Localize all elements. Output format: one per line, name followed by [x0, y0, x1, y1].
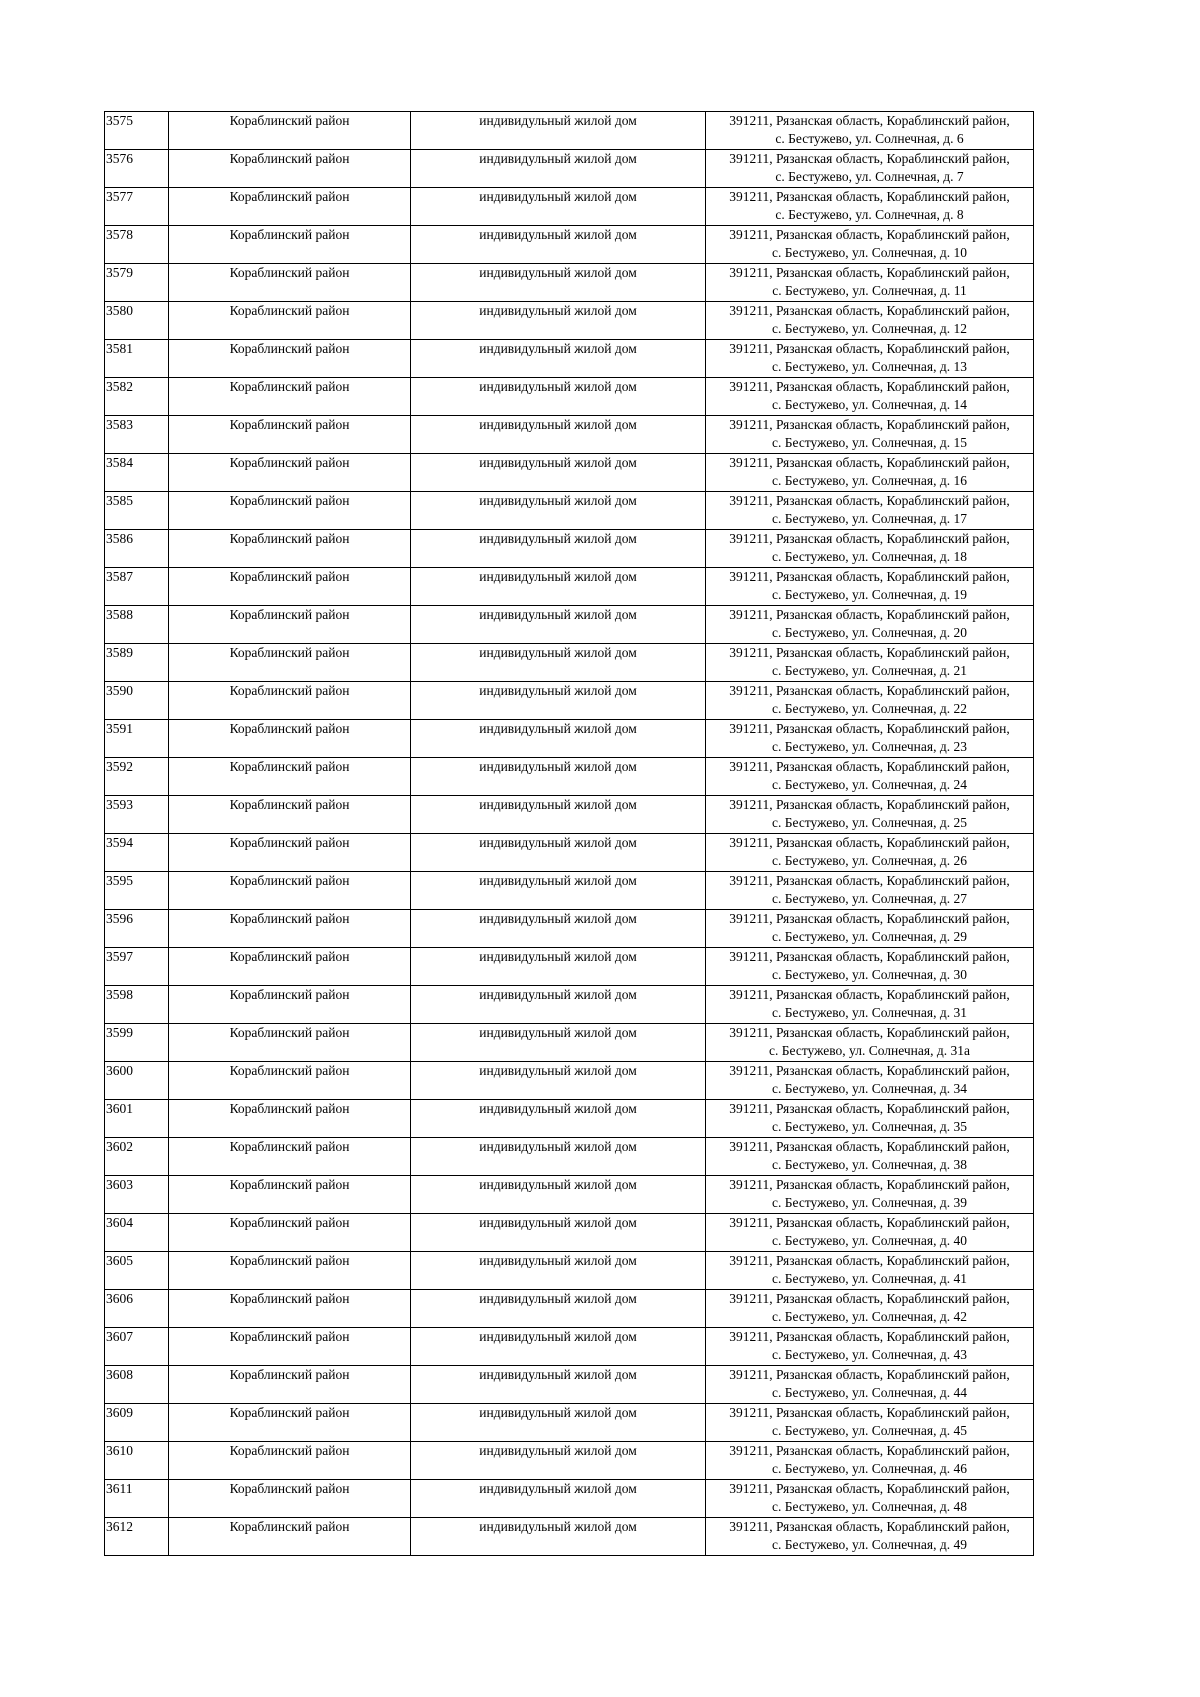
address-line-street: с. Бестужево, ул. Солнечная, д. 31а: [769, 1043, 970, 1058]
table-row: [105, 834, 1034, 872]
table-row: [105, 682, 1034, 720]
address-cell: [706, 910, 1034, 948]
row-number-cell: 3592: [105, 758, 169, 796]
address-line-street: с. Бестужево, ул. Солнечная, д. 19: [772, 587, 967, 602]
address-line-street: с. Бестужево, ул. Солнечная, д. 21: [772, 663, 967, 678]
address-line-street: с. Бестужево, ул. Солнечная, д. 22: [772, 701, 967, 716]
object-type-cell: индивидульный жилой дом: [411, 986, 706, 1024]
row-number-cell: 3599: [105, 1024, 169, 1062]
district-cell: Кораблинский район: [169, 188, 411, 226]
address-cell: [706, 530, 1034, 568]
address-cell: [706, 568, 1034, 606]
address-cell: [706, 492, 1034, 530]
address-line-street: с. Бестужево, ул. Солнечная, д. 41: [772, 1271, 967, 1286]
district-cell: Кораблинский район: [169, 644, 411, 682]
address-cell: [706, 1214, 1034, 1252]
address-line-region: 391211, Рязанская область, Кораблинский район,: [729, 683, 1010, 698]
object-type-cell: индивидульный жилой дом: [411, 1442, 706, 1480]
district-cell: Кораблинский район: [169, 948, 411, 986]
district-cell: Кораблинский район: [169, 606, 411, 644]
object-type-cell: индивидульный жилой дом: [411, 758, 706, 796]
address-line-street: с. Бестужево, ул. Солнечная, д. 26: [772, 853, 967, 868]
row-number-cell: 3580: [105, 302, 169, 340]
table-row: [105, 568, 1034, 606]
address-line-region: 391211, Рязанская область, Кораблинский район,: [729, 1481, 1010, 1496]
address-cell: [706, 1328, 1034, 1366]
row-number-cell: 3604: [105, 1214, 169, 1252]
address-line-region: 391211, Рязанская область, Кораблинский район,: [729, 1139, 1010, 1154]
object-type-cell: индивидульный жилой дом: [411, 1404, 706, 1442]
address-line-region: 391211, Рязанская область, Кораблинский район,: [729, 911, 1010, 926]
address-line-street: с. Бестужево, ул. Солнечная, д. 16: [772, 473, 967, 488]
address-cell: [706, 1100, 1034, 1138]
address-cell: [706, 758, 1034, 796]
address-line-region: 391211, Рязанская область, Кораблинский район,: [729, 1253, 1010, 1268]
row-number-cell: 3595: [105, 872, 169, 910]
object-type-cell: индивидульный жилой дом: [411, 226, 706, 264]
row-number-cell: 3583: [105, 416, 169, 454]
address-line-region: 391211, Рязанская область, Кораблинский район,: [729, 151, 1010, 166]
object-type-cell: индивидульный жилой дом: [411, 1252, 706, 1290]
row-number-cell: 3608: [105, 1366, 169, 1404]
address-cell: [706, 986, 1034, 1024]
object-type-cell: индивидульный жилой дом: [411, 302, 706, 340]
row-number-cell: 3587: [105, 568, 169, 606]
table-row: [105, 302, 1034, 340]
address-line-street: с. Бестужево, ул. Солнечная, д. 34: [772, 1081, 967, 1096]
address-cell: [706, 872, 1034, 910]
address-line-region: 391211, Рязанская область, Кораблинский район,: [729, 189, 1010, 204]
object-type-cell: индивидульный жилой дом: [411, 1214, 706, 1252]
table-row: [105, 264, 1034, 302]
address-cell: [706, 302, 1034, 340]
address-cell: [706, 1138, 1034, 1176]
object-type-cell: индивидульный жилой дом: [411, 834, 706, 872]
address-cell: [706, 1366, 1034, 1404]
object-type-cell: индивидульный жилой дом: [411, 1062, 706, 1100]
address-line-region: 391211, Рязанская область, Кораблинский район,: [729, 113, 1010, 128]
row-number-cell: 3597: [105, 948, 169, 986]
row-number-cell: 3577: [105, 188, 169, 226]
address-cell: [706, 1518, 1034, 1556]
district-cell: Кораблинский район: [169, 1404, 411, 1442]
object-type-cell: индивидульный жилой дом: [411, 492, 706, 530]
address-line-region: 391211, Рязанская область, Кораблинский район,: [729, 1025, 1010, 1040]
address-line-street: с. Бестужево, ул. Солнечная, д. 27: [772, 891, 967, 906]
district-cell: Кораблинский район: [169, 226, 411, 264]
address-cell: [706, 150, 1034, 188]
row-number-cell: 3606: [105, 1290, 169, 1328]
row-number-cell: 3585: [105, 492, 169, 530]
address-line-region: 391211, Рязанская область, Кораблинский район,: [729, 987, 1010, 1002]
object-type-cell: индивидульный жилой дом: [411, 1480, 706, 1518]
table-row: [105, 948, 1034, 986]
address-cell: [706, 112, 1034, 150]
table-row: [105, 1176, 1034, 1214]
row-number-cell: 3612: [105, 1518, 169, 1556]
row-number-cell: 3575: [105, 112, 169, 150]
table-row: [105, 1404, 1034, 1442]
address-line-street: с. Бестужево, ул. Солнечная, д. 14: [772, 397, 967, 412]
table-row: [105, 1518, 1034, 1556]
address-line-region: 391211, Рязанская область, Кораблинский район,: [729, 227, 1010, 242]
address-line-street: с. Бестужево, ул. Солнечная, д. 12: [772, 321, 967, 336]
address-line-region: 391211, Рязанская область, Кораблинский район,: [729, 569, 1010, 584]
object-type-cell: индивидульный жилой дом: [411, 188, 706, 226]
row-number-cell: 3610: [105, 1442, 169, 1480]
object-type-cell: индивидульный жилой дом: [411, 720, 706, 758]
object-type-cell: индивидульный жилой дом: [411, 530, 706, 568]
table-row: [105, 378, 1034, 416]
address-cell: [706, 340, 1034, 378]
row-number-cell: 3576: [105, 150, 169, 188]
object-type-cell: индивидульный жилой дом: [411, 378, 706, 416]
address-cell: [706, 1442, 1034, 1480]
district-cell: Кораблинский район: [169, 112, 411, 150]
object-type-cell: индивидульный жилой дом: [411, 644, 706, 682]
district-cell: Кораблинский район: [169, 454, 411, 492]
district-cell: Кораблинский район: [169, 796, 411, 834]
district-cell: Кораблинский район: [169, 1328, 411, 1366]
address-line-street: с. Бестужево, ул. Солнечная, д. 10: [772, 245, 967, 260]
row-number-cell: 3601: [105, 1100, 169, 1138]
row-number-cell: 3603: [105, 1176, 169, 1214]
address-line-region: 391211, Рязанская область, Кораблинский район,: [729, 1405, 1010, 1420]
district-cell: Кораблинский район: [169, 530, 411, 568]
table-row: [105, 1366, 1034, 1404]
address-cell: [706, 682, 1034, 720]
address-line-region: 391211, Рязанская область, Кораблинский район,: [729, 1177, 1010, 1192]
district-cell: Кораблинский район: [169, 872, 411, 910]
address-line-street: с. Бестужево, ул. Солнечная, д. 48: [772, 1499, 967, 1514]
address-line-street: с. Бестужево, ул. Солнечная, д. 11: [772, 283, 967, 298]
object-type-cell: индивидульный жилой дом: [411, 796, 706, 834]
table-row: [105, 454, 1034, 492]
table-row: [105, 530, 1034, 568]
district-cell: Кораблинский район: [169, 378, 411, 416]
address-line-street: с. Бестужево, ул. Солнечная, д. 43: [772, 1347, 967, 1362]
object-type-cell: индивидульный жилой дом: [411, 112, 706, 150]
district-cell: Кораблинский район: [169, 1366, 411, 1404]
table-row: [105, 492, 1034, 530]
address-line-street: с. Бестужево, ул. Солнечная, д. 44: [772, 1385, 967, 1400]
address-cell: [706, 188, 1034, 226]
district-cell: Кораблинский район: [169, 1518, 411, 1556]
address-line-region: 391211, Рязанская область, Кораблинский район,: [729, 417, 1010, 432]
table-row: [105, 416, 1034, 454]
district-cell: Кораблинский район: [169, 834, 411, 872]
table-row: [105, 1024, 1034, 1062]
row-number-cell: 3605: [105, 1252, 169, 1290]
table-row: [105, 150, 1034, 188]
table-row: [105, 644, 1034, 682]
row-number-cell: 3596: [105, 910, 169, 948]
address-line-region: 391211, Рязанская область, Кораблинский район,: [729, 759, 1010, 774]
address-line-region: 391211, Рязанская область, Кораблинский район,: [729, 873, 1010, 888]
row-number-cell: 3593: [105, 796, 169, 834]
object-type-cell: индивидульный жилой дом: [411, 454, 706, 492]
table-row: [105, 986, 1034, 1024]
row-number-cell: 3600: [105, 1062, 169, 1100]
object-type-cell: индивидульный жилой дом: [411, 1176, 706, 1214]
table-row: [105, 1214, 1034, 1252]
table-body: [105, 112, 1034, 1556]
object-type-cell: индивидульный жилой дом: [411, 416, 706, 454]
address-line-street: с. Бестужево, ул. Солнечная, д. 25: [772, 815, 967, 830]
address-line-street: с. Бестужево, ул. Солнечная, д. 7: [775, 169, 964, 184]
district-cell: Кораблинский район: [169, 1024, 411, 1062]
address-line-region: 391211, Рязанская область, Кораблинский район,: [729, 1063, 1010, 1078]
row-number-cell: 3578: [105, 226, 169, 264]
address-line-region: 391211, Рязанская область, Кораблинский район,: [729, 1291, 1010, 1306]
address-cell: [706, 1480, 1034, 1518]
table-row: [105, 606, 1034, 644]
address-line-street: с. Бестужево, ул. Солнечная, д. 30: [772, 967, 967, 982]
row-number-cell: 3586: [105, 530, 169, 568]
table-row: [105, 112, 1034, 150]
district-cell: Кораблинский район: [169, 340, 411, 378]
table-row: [105, 796, 1034, 834]
address-line-street: с. Бестужево, ул. Солнечная, д. 24: [772, 777, 967, 792]
address-cell: [706, 720, 1034, 758]
object-type-cell: индивидульный жилой дом: [411, 1100, 706, 1138]
district-cell: Кораблинский район: [169, 416, 411, 454]
row-number-cell: 3594: [105, 834, 169, 872]
object-type-cell: индивидульный жилой дом: [411, 264, 706, 302]
row-number-cell: 3582: [105, 378, 169, 416]
table-row: [105, 188, 1034, 226]
district-cell: Кораблинский район: [169, 150, 411, 188]
object-type-cell: индивидульный жилой дом: [411, 340, 706, 378]
address-line-region: 391211, Рязанская область, Кораблинский район,: [729, 265, 1010, 280]
district-cell: Кораблинский район: [169, 720, 411, 758]
address-line-region: 391211, Рязанская область, Кораблинский район,: [729, 1329, 1010, 1344]
address-cell: [706, 1062, 1034, 1100]
address-cell: [706, 948, 1034, 986]
table-row: [105, 1328, 1034, 1366]
table-row: [105, 1138, 1034, 1176]
object-type-cell: индивидульный жилой дом: [411, 948, 706, 986]
row-number-cell: 3588: [105, 606, 169, 644]
address-line-region: 391211, Рязанская область, Кораблинский район,: [729, 341, 1010, 356]
address-cell: [706, 454, 1034, 492]
district-cell: Кораблинский район: [169, 492, 411, 530]
row-number-cell: 3581: [105, 340, 169, 378]
address-line-street: с. Бестужево, ул. Солнечная, д. 20: [772, 625, 967, 640]
address-line-region: 391211, Рязанская область, Кораблинский район,: [729, 949, 1010, 964]
row-number-cell: 3609: [105, 1404, 169, 1442]
address-line-street: с. Бестужево, ул. Солнечная, д. 31: [772, 1005, 967, 1020]
address-line-region: 391211, Рязанская область, Кораблинский район,: [729, 303, 1010, 318]
row-number-cell: 3584: [105, 454, 169, 492]
address-line-street: с. Бестужево, ул. Солнечная, д. 17: [772, 511, 967, 526]
address-cell: [706, 796, 1034, 834]
district-cell: Кораблинский район: [169, 264, 411, 302]
address-line-region: 391211, Рязанская область, Кораблинский район,: [729, 493, 1010, 508]
table-row: [105, 758, 1034, 796]
address-line-street: с. Бестужево, ул. Солнечная, д. 40: [772, 1233, 967, 1248]
address-line-street: с. Бестужево, ул. Солнечная, д. 6: [775, 131, 964, 146]
table-row: [105, 910, 1034, 948]
district-cell: Кораблинский район: [169, 1480, 411, 1518]
address-line-street: с. Бестужево, ул. Солнечная, д. 29: [772, 929, 967, 944]
district-cell: Кораблинский район: [169, 1214, 411, 1252]
row-number-cell: 3602: [105, 1138, 169, 1176]
address-line-region: 391211, Рязанская область, Кораблинский район,: [729, 1367, 1010, 1382]
table-row: [105, 226, 1034, 264]
address-line-region: 391211, Рязанская область, Кораблинский район,: [729, 835, 1010, 850]
address-line-region: 391211, Рязанская область, Кораблинский район,: [729, 1215, 1010, 1230]
address-line-street: с. Бестужево, ул. Солнечная, д. 46: [772, 1461, 967, 1476]
address-line-street: с. Бестужево, ул. Солнечная, д. 35: [772, 1119, 967, 1134]
row-number-cell: 3598: [105, 986, 169, 1024]
object-type-cell: индивидульный жилой дом: [411, 682, 706, 720]
district-cell: Кораблинский район: [169, 1100, 411, 1138]
table-row: [105, 1252, 1034, 1290]
address-line-street: с. Бестужево, ул. Солнечная, д. 49: [772, 1537, 967, 1552]
address-line-street: с. Бестужево, ул. Солнечная, д. 42: [772, 1309, 967, 1324]
address-line-region: 391211, Рязанская область, Кораблинский район,: [729, 721, 1010, 736]
table-row: [105, 872, 1034, 910]
address-cell: [706, 1024, 1034, 1062]
housing-registry-table: [104, 111, 1034, 1556]
address-line-street: с. Бестужево, ул. Солнечная, д. 15: [772, 435, 967, 450]
district-cell: Кораблинский район: [169, 302, 411, 340]
address-line-region: 391211, Рязанская область, Кораблинский район,: [729, 1101, 1010, 1116]
address-cell: [706, 264, 1034, 302]
address-cell: [706, 1290, 1034, 1328]
district-cell: Кораблинский район: [169, 1442, 411, 1480]
row-number-cell: 3589: [105, 644, 169, 682]
table-row: [105, 1062, 1034, 1100]
address-cell: [706, 378, 1034, 416]
address-line-region: 391211, Рязанская область, Кораблинский район,: [729, 455, 1010, 470]
address-line-street: с. Бестужево, ул. Солнечная, д. 39: [772, 1195, 967, 1210]
address-line-region: 391211, Рязанская область, Кораблинский район,: [729, 1443, 1010, 1458]
district-cell: Кораблинский район: [169, 1062, 411, 1100]
row-number-cell: 3590: [105, 682, 169, 720]
address-line-region: 391211, Рязанская область, Кораблинский район,: [729, 797, 1010, 812]
object-type-cell: индивидульный жилой дом: [411, 910, 706, 948]
address-line-region: 391211, Рязанская область, Кораблинский район,: [729, 1519, 1010, 1534]
address-cell: [706, 416, 1034, 454]
row-number-cell: 3607: [105, 1328, 169, 1366]
address-cell: [706, 1252, 1034, 1290]
table-row: [105, 340, 1034, 378]
address-line-region: 391211, Рязанская область, Кораблинский район,: [729, 607, 1010, 622]
table-row: [105, 1442, 1034, 1480]
district-cell: Кораблинский район: [169, 986, 411, 1024]
object-type-cell: индивидульный жилой дом: [411, 1138, 706, 1176]
address-line-street: с. Бестужево, ул. Солнечная, д. 38: [772, 1157, 967, 1172]
address-cell: [706, 834, 1034, 872]
address-line-region: 391211, Рязанская область, Кораблинский район,: [729, 645, 1010, 660]
address-line-region: 391211, Рязанская область, Кораблинский район,: [729, 379, 1010, 394]
district-cell: Кораблинский район: [169, 1290, 411, 1328]
district-cell: Кораблинский район: [169, 1176, 411, 1214]
district-cell: Кораблинский район: [169, 1252, 411, 1290]
object-type-cell: индивидульный жилой дом: [411, 150, 706, 188]
row-number-cell: 3579: [105, 264, 169, 302]
address-line-street: с. Бестужево, ул. Солнечная, д. 23: [772, 739, 967, 754]
table-row: [105, 1100, 1034, 1138]
table-row: [105, 1480, 1034, 1518]
object-type-cell: индивидульный жилой дом: [411, 1290, 706, 1328]
row-number-cell: 3611: [105, 1480, 169, 1518]
address-cell: [706, 1176, 1034, 1214]
object-type-cell: индивидульный жилой дом: [411, 568, 706, 606]
district-cell: Кораблинский район: [169, 682, 411, 720]
address-line-region: 391211, Рязанская область, Кораблинский район,: [729, 531, 1010, 546]
address-cell: [706, 606, 1034, 644]
district-cell: Кораблинский район: [169, 758, 411, 796]
address-line-street: с. Бестужево, ул. Солнечная, д. 18: [772, 549, 967, 564]
object-type-cell: индивидульный жилой дом: [411, 606, 706, 644]
table-row: [105, 720, 1034, 758]
address-line-street: с. Бестужево, ул. Солнечная, д. 8: [775, 207, 964, 222]
district-cell: Кораблинский район: [169, 910, 411, 948]
district-cell: Кораблинский район: [169, 1138, 411, 1176]
address-cell: [706, 226, 1034, 264]
object-type-cell: индивидульный жилой дом: [411, 1366, 706, 1404]
address-line-street: с. Бестужево, ул. Солнечная, д. 45: [772, 1423, 967, 1438]
row-number-cell: 3591: [105, 720, 169, 758]
object-type-cell: индивидульный жилой дом: [411, 872, 706, 910]
object-type-cell: индивидульный жилой дом: [411, 1328, 706, 1366]
table-row: [105, 1290, 1034, 1328]
address-cell: [706, 644, 1034, 682]
address-cell: [706, 1404, 1034, 1442]
object-type-cell: индивидульный жилой дом: [411, 1024, 706, 1062]
district-cell: Кораблинский район: [169, 568, 411, 606]
object-type-cell: индивидульный жилой дом: [411, 1518, 706, 1556]
address-line-street: с. Бестужево, ул. Солнечная, д. 13: [772, 359, 967, 374]
